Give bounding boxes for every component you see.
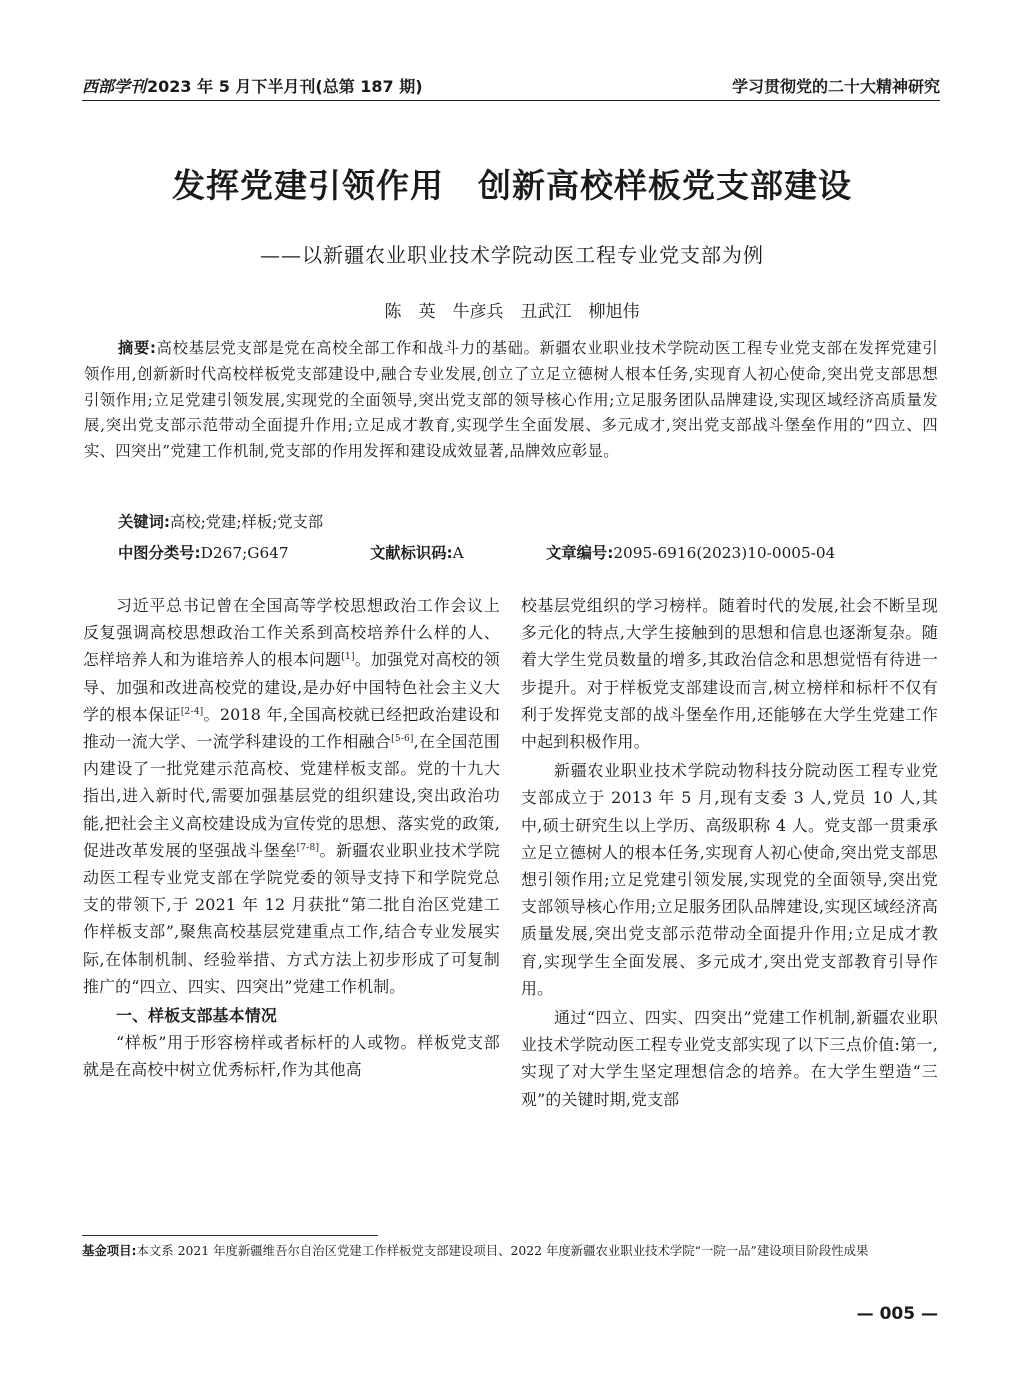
article-number-label: 文章编号:: [546, 544, 614, 562]
journal-logo: 西部学刊: [82, 77, 147, 96]
citation: [2-4]: [180, 706, 204, 717]
paragraph-text: 。加强党对高校的领导、加强和改进高校党的建设,是办好中国特色社会主义大学的根本保证: [83, 650, 500, 724]
doc-value: A: [452, 544, 464, 562]
body-column-right: [521, 592, 938, 1113]
article-number-value: 2095-6916(2023)10-0005-04: [613, 544, 836, 562]
body-paragraph: “样板”用于形容榜样或者标杆的人或物。样板党支部就是在高校中树立优秀标杆,作为其他高: [83, 1033, 500, 1080]
article-number: [546, 541, 835, 563]
body-paragraph: 通过“四立、四实、四突出”党建工作机制,新疆农业职业技术学院动医工程专业党支部实现了以下三点价值:第一,实现了对大学生坚定理想信念的培养。在大学生塑造“三观”的关键时期,党支部: [521, 1008, 938, 1109]
clc-label: 中图分类号:: [118, 544, 201, 562]
abstract-text: 高校基层党支部是党在高校全部工作和战斗力的基础。新疆农业职业技术学院动医工程专业党支部在发挥党建引领作用,创新新时代高校样板党支部建设中,融合专业发展,创立了立足立德树人根本任务,实现育人初心使命,突出党支部思想引领作用;立足党建引领发展,实现党的全面领导,突出党支部的领导核心作用;立足服务团队品牌建设,实现区域经济高质量发展,突出党支部示范带动全面提升作用;立足成才教育,实现学生全面发展、多元成才,突出党支部战斗堡垒作用的“四立、四实、四突出”党建工作机制,党支部的作用发挥和建设成效显著,品牌效应彰显。: [84, 339, 938, 461]
article-authors: 陈 英 牛彦兵 丑武江 柳旭伟: [384, 302, 640, 322]
keywords-label: 关键词:: [118, 513, 171, 531]
article-subtitle: ——以新疆农业职业技术学院动医工程专业党支部为例: [260, 243, 764, 267]
body-paragraph: 校基层党组织的学习榜样。随着时代的发展,社会不断呈现多元化的特点,大学生接触到的思想和信息也逐渐复杂。随着大学生党员数量的增多,其政治信念和思想觉悟有待进一步提升。对于样板党支部建设而言,树立榜样和标杆不仅有利于发挥党支部的战斗堡垒作用,还能够在大学生党建工作中起到积极作用。: [521, 596, 938, 752]
article-title: 发挥党建引领作用 创新高校样板党支部建设: [172, 166, 852, 205]
running-header: [82, 70, 940, 101]
doc-code: [370, 541, 464, 563]
footnote-divider: [82, 1235, 378, 1236]
paragraph-text: ,在全国范围内建设了一批党建示范高校、党建样板支部。党的十九大指出,进入新时代,需要加强基层党的组织建设,突出政治功能,把社会主义高校建设成为宣传党的思想、落实党的政策,促进改革发展的坚强战斗堡垒: [83, 732, 500, 860]
doc-label: 文献标识码:: [370, 544, 453, 562]
citation: [1]: [341, 652, 355, 663]
citation: [5-6]: [391, 734, 414, 745]
funding-text: 本文系 2021 年度新疆维吾尔自治区党建工作样板党支部建设项目、2022 年度新疆农业职业技术学院“一院一品”建设项目阶段性成果: [136, 1243, 869, 1258]
citation: [7-8]: [296, 842, 320, 853]
abstract-label: 摘要:: [118, 339, 157, 357]
abstract: [84, 336, 938, 465]
page-number: — 005 —: [856, 1304, 938, 1324]
clc-number: [118, 541, 289, 563]
keywords-text: 高校;党建;样板;党支部: [170, 513, 324, 531]
paragraph-text: 习近平总书记曾在全国高等学校思想政治工作会议上反复强调高校思想政治工作关系到高校培养什么样的人、怎样培养人和为谁培养人的根本问题: [83, 596, 500, 670]
paragraph-text: 。新疆农业职业技术学院动医工程专业党支部在学院党委的领导支持下和学院党总支的带领下,于 2021 年 12 月获批“第二批自治区党建工作样板支部”,聚焦高校基层党建重点工作,结合专业发展实际,在体制机制、经验举措、方式方法上初步形成了可复制推广的“四立、四实、四突出”党建工作机制。: [83, 840, 500, 996]
issue-label: 2023 年 5 月下半月刊(总第 187 期): [147, 77, 423, 96]
funding-label: 基金项目:: [82, 1243, 137, 1258]
body-paragraph: 新疆农业职业技术学院动物科技分院动医工程专业党支部成立于 2013 年 5 月,现有支委 3 人,党员 10 人,其中,硕士研究生以上学历、高级职称 4 人。党支部一贯秉承立足立德树人的根本任务,实现育人初心使命,突出党支部思想引领作用;立足党建引领发展,实现党的全面领导,突出党支部领导核心作用;立足服务团队品牌建设,实现区域经济高质量发展,突出党支部示范带动全面提升作用;立足成才教育,实现学生全面发展、多元成才,突出党支部教育引导作用。: [521, 761, 938, 998]
body-column-left: [83, 592, 500, 1084]
paragraph-text: 。2018 年,全国高校就已经把政治建设和推动一流大学、一流学科建设的工作相融合: [83, 704, 500, 752]
section-heading: 一、样板支部基本情况: [116, 1006, 277, 1026]
clc-value: D267;G647: [200, 544, 289, 562]
keywords: [118, 510, 323, 532]
body-paragraph: [83, 592, 500, 1000]
funding-footnote: [82, 1240, 940, 1261]
section-label: 学习贯彻党的二十大精神研究: [731, 77, 940, 96]
journal-issue-info: [82, 74, 423, 97]
